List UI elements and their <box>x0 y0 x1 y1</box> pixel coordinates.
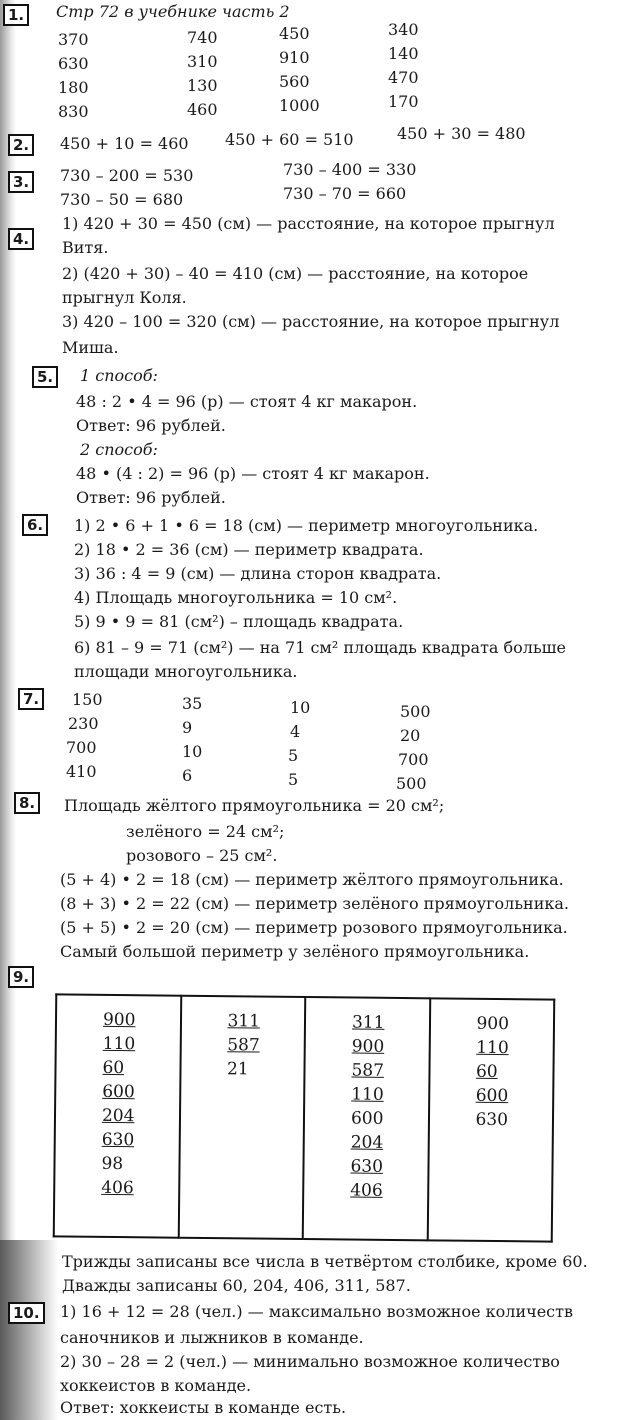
grid-cell: 5 <box>288 770 299 789</box>
task-7-number: 7. <box>18 688 44 710</box>
task-8-line: (8 + 3) • 2 = 22 (см) — периметр зелёного прямоугольника. <box>60 894 569 913</box>
task-10-line: саночников и лыжников в команде. <box>60 1328 364 1347</box>
task-4-number: 4. <box>8 228 34 250</box>
task-6-number: 6. <box>22 514 48 536</box>
grid-cell: 700 <box>66 738 97 757</box>
table-cell: 406 <box>101 1177 134 1199</box>
table-cell: 406 <box>350 1180 383 1201</box>
grid-cell: 410 <box>66 762 97 781</box>
grid-cell: 340 <box>388 20 419 39</box>
grid-cell: 500 <box>396 774 427 793</box>
grid-cell: 6 <box>182 766 193 785</box>
task-6-line: 2) 18 • 2 = 36 (см) — периметр квадрата. <box>74 540 424 559</box>
task-10-line: 2) 30 – 28 = 2 (чел.) — минимально возможное количество <box>60 1352 560 1371</box>
grid-cell: 470 <box>388 68 419 87</box>
task-8-number: 8. <box>14 792 40 814</box>
table-cell: 204 <box>101 1105 135 1127</box>
table-cell: 630 <box>475 1109 509 1131</box>
grid-cell: 5 <box>288 746 299 765</box>
grid-cell: 20 <box>400 726 421 745</box>
task-3-item: 730 – 200 = 530 <box>60 166 194 185</box>
task-3-item: 730 – 400 = 330 <box>283 160 417 179</box>
task-8-line: розового – 25 см². <box>126 846 278 865</box>
table-cell: 587 <box>351 1060 385 1081</box>
task-10-line: Ответ: хоккеисты в команде есть. <box>60 1398 347 1417</box>
grid-cell: 740 <box>187 28 218 47</box>
table-cell: 900 <box>476 1013 510 1035</box>
grid-cell: 170 <box>388 92 419 111</box>
task-2-item: 450 + 10 = 460 <box>60 134 189 153</box>
table-column-3 <box>303 997 430 1240</box>
table-cell: 630 <box>101 1129 135 1151</box>
grid-cell: 630 <box>58 54 89 73</box>
grid-cell: 230 <box>68 714 99 733</box>
table-cell: 600 <box>350 1108 384 1129</box>
grid-cell: 150 <box>72 690 103 709</box>
table-column-2 <box>178 996 305 1239</box>
table-cell: 60 <box>102 1057 125 1079</box>
table-cell: 204 <box>350 1132 384 1153</box>
task-8-line: Площадь жёлтого прямоугольника = 20 см²; <box>64 796 445 815</box>
table-cell: 21 <box>226 1059 249 1080</box>
task-6-line: 1) 2 • 6 + 1 • 6 = 18 (см) — периметр многоугольника. <box>74 516 539 535</box>
task-4-line: 1) 420 + 30 = 450 (см) — расстояние, на которое прыгнул <box>62 214 555 233</box>
task-4-line: Миша. <box>62 338 119 357</box>
grid-cell: 460 <box>187 100 218 119</box>
table-cell: 311 <box>227 1011 261 1032</box>
page-edge-shadow <box>0 0 16 1420</box>
task-5-answer-1: Ответ: 96 рублей. <box>76 416 226 435</box>
task-5-method-1: 1 способ: <box>80 366 158 385</box>
grid-cell: 910 <box>279 48 310 67</box>
task-6-line: 6) 81 – 9 = 71 (см²) — на 71 см² площадь квадрата больше <box>74 638 567 657</box>
task-6-line: 4) Площадь многоугольника = 10 см². <box>74 588 398 607</box>
task-4-line: прыгнул Коля. <box>62 288 187 307</box>
table-column-4 <box>427 998 554 1241</box>
task-1-header: Стр 72 в учебнике часть 2 <box>56 2 290 21</box>
page-corner-shadow <box>0 1240 58 1420</box>
task-10-line: хоккеистов в команде. <box>60 1376 252 1395</box>
table-cell: 600 <box>475 1085 509 1107</box>
task-2-number: 2. <box>8 134 34 156</box>
grid-cell: 35 <box>182 694 203 713</box>
task-10-number: 10. <box>8 1302 45 1324</box>
task-5-line-2: 48 • (4 : 2) = 96 (р) — стоят 4 кг макарон. <box>76 464 430 483</box>
task-3-item: 730 – 70 = 660 <box>283 184 407 203</box>
task-6-line: 3) 36 : 4 = 9 (см) — длина сторон квадрата. <box>74 564 442 583</box>
table-cell: 98 <box>101 1153 124 1175</box>
task-10-line: 1) 16 + 12 = 28 (чел.) — максимально возможное количеств <box>60 1302 573 1321</box>
task-5-answer-2: Ответ: 96 рублей. <box>76 488 226 507</box>
table-cell: 110 <box>476 1037 509 1059</box>
grid-cell: 140 <box>388 44 419 63</box>
table-cell: 900 <box>102 1009 136 1031</box>
grid-cell: 4 <box>290 722 301 741</box>
task-4-line: 3) 420 – 100 = 320 (см) — расстояние, на которое прыгнул <box>62 312 560 331</box>
grid-cell: 560 <box>279 72 310 91</box>
task-5-line-1: 48 : 2 • 4 = 96 (р) — стоят 4 кг макарон. <box>76 392 418 411</box>
grid-cell: 500 <box>400 702 431 721</box>
task-4-line: Витя. <box>62 238 109 257</box>
task-3-item: 730 – 50 = 680 <box>60 190 184 209</box>
grid-cell: 130 <box>187 76 218 95</box>
table-cell: 110 <box>351 1084 384 1105</box>
table-cell: 311 <box>351 1012 385 1033</box>
grid-cell: 180 <box>58 78 89 97</box>
task-9-note: Трижды записаны все числа в четвёртом столбике, кроме 60. <box>62 1252 588 1271</box>
grid-cell: 370 <box>58 30 89 49</box>
task-9-number: 9. <box>8 966 34 988</box>
grid-cell: 10 <box>182 742 203 761</box>
task-1-number: 1. <box>3 4 29 26</box>
task-8-line: зелёного = 24 см²; <box>126 822 285 841</box>
task-9-note: Дважды записаны 60, 204, 406, 311, 587. <box>62 1276 411 1295</box>
task-9-table <box>53 993 556 1242</box>
task-4-line: 2) (420 + 30) – 40 = 410 (см) — расстояние, на которое <box>62 264 529 283</box>
task-2-item: 450 + 60 = 510 <box>225 130 354 149</box>
task-3-number: 3. <box>8 171 34 193</box>
task-5-number: 5. <box>32 366 58 388</box>
grid-cell: 10 <box>290 698 311 717</box>
task-6-line: площади многоугольника. <box>74 662 298 681</box>
table-cell: 587 <box>227 1035 260 1056</box>
grid-cell: 310 <box>187 52 218 71</box>
table-cell: 600 <box>102 1081 135 1103</box>
grid-cell: 1000 <box>279 96 320 115</box>
grid-cell: 830 <box>58 102 89 121</box>
task-6-line: 5) 9 • 9 = 81 (см²) – площадь квадрата. <box>74 612 404 631</box>
task-2-item: 450 + 30 = 480 <box>397 124 526 143</box>
task-8-line: Самый большой периметр у зелёного прямоугольника. <box>60 942 530 961</box>
task-8-line: (5 + 5) • 2 = 20 (см) — периметр розового прямоугольника. <box>60 918 568 937</box>
table-cell: 60 <box>475 1061 498 1083</box>
table-column-1 <box>54 994 181 1237</box>
grid-cell: 700 <box>398 750 429 769</box>
task-5-method-2: 2 способ: <box>80 440 158 459</box>
table-cell: 110 <box>102 1033 136 1055</box>
table-cell: 900 <box>351 1036 385 1057</box>
grid-cell: 450 <box>279 24 310 43</box>
task-8-line: (5 + 4) • 2 = 18 (см) — периметр жёлтого прямоугольника. <box>60 870 564 889</box>
grid-cell: 9 <box>182 718 193 737</box>
table-cell: 630 <box>350 1156 384 1177</box>
